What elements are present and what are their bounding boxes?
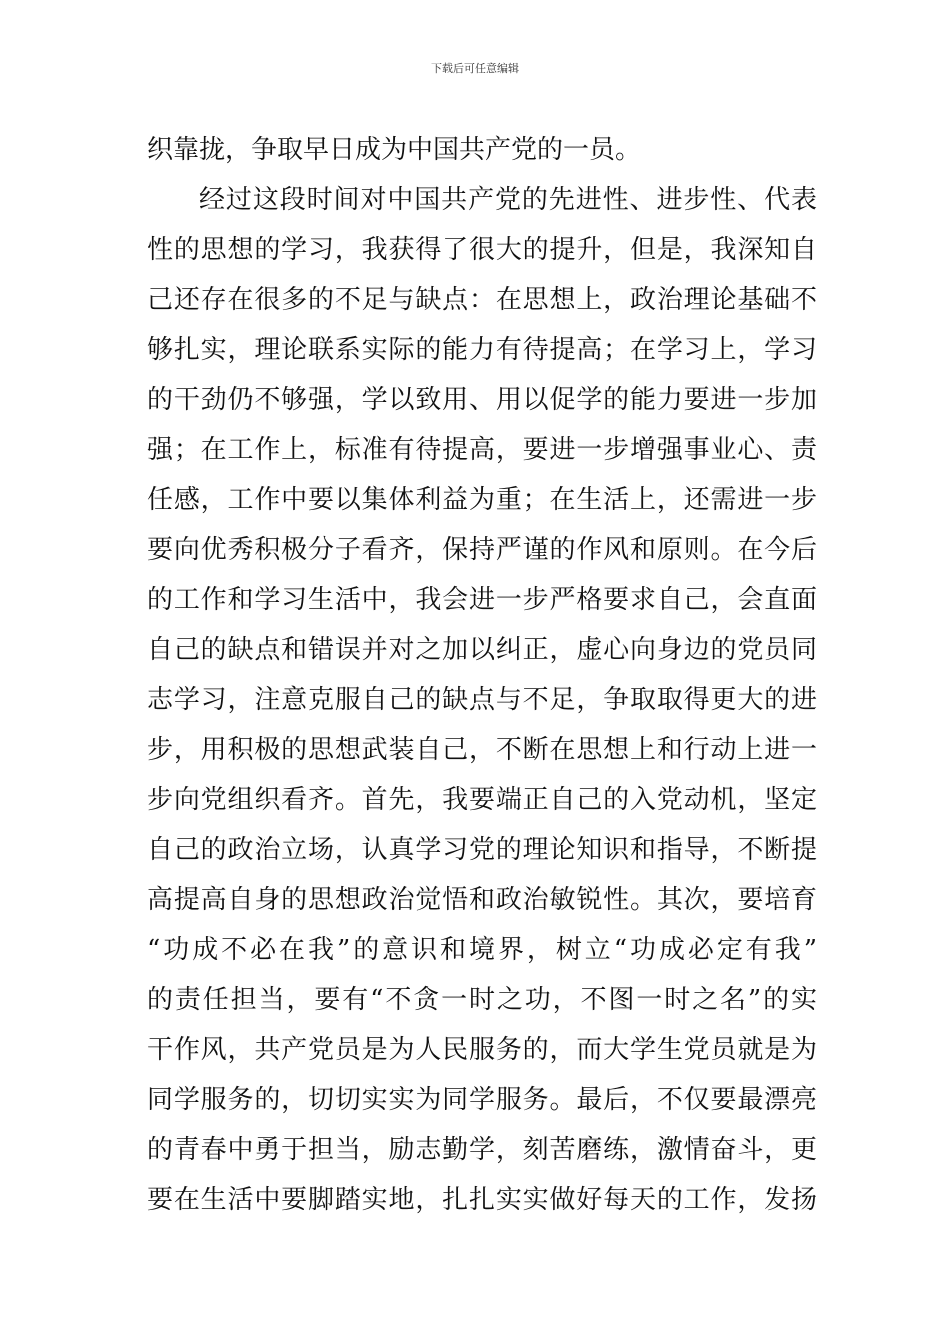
- text-line: 步，用积极的思想武装自己，不断在思想上和行动上进一: [147, 735, 817, 765]
- text-line: 够扎实，理论联系实际的能力有待提高；在学习上，学习: [147, 335, 817, 365]
- text-line: 强；在工作上，标准有待提高，要进一步增强事业心、责: [147, 435, 817, 465]
- text-line: 的工作和学习生活中，我会进一步严格要求自己，会直面: [147, 585, 817, 615]
- text-line: 己还存在很多的不足与缺点：在思想上，政治理论基础不: [147, 285, 817, 315]
- text-line: 步向党组织看齐。首先，我要端正自己的入党动机，坚定: [147, 785, 817, 815]
- text-line: 性的思想的学习，我获得了很大的提升，但是，我深知自: [147, 235, 817, 265]
- text-line: 任感，工作中要以集体利益为重；在生活上，还需进一步: [147, 485, 817, 515]
- text-line: 的干劲仍不够强，学以致用、用以促学的能力要进一步加: [147, 385, 817, 415]
- text-line: 自己的缺点和错误并对之加以纠正，虚心向身边的党员同: [147, 635, 817, 665]
- page-header-note: 下载后可任意编辑: [431, 62, 519, 75]
- text-line: 要向优秀积极分子看齐，保持严谨的作风和原则。在今后: [147, 535, 817, 565]
- text-line: 织靠拢，争取早日成为中国共产党的一员。: [147, 135, 642, 165]
- text-line: 的青春中勇于担当，励志勤学，刻苦磨练，激情奋斗，更: [147, 1135, 817, 1165]
- text-line: 高提高自身的思想政治觉悟和政治敏锐性。其次，要培育: [147, 885, 817, 915]
- text-line: 经过这段时间对中国共产党的先进性、进步性、代表: [199, 185, 817, 215]
- text-line: “功成不必在我”的意识和境界，树立“功成必定有我”: [147, 935, 817, 965]
- text-line: 同学服务的，切切实实为同学服务。最后，不仅要最漂亮: [147, 1085, 817, 1115]
- text-line: 要在生活中要脚踏实地，扎扎实实做好每天的工作，发扬: [147, 1185, 817, 1215]
- text-line: 的责任担当，要有“不贪一时之功，不图一时之名”的实: [147, 985, 817, 1015]
- document-body: [147, 125, 817, 1225]
- text-line: 自己的政治立场，认真学习党的理论知识和指导，不断提: [147, 835, 817, 865]
- text-line: 干作风，共产党员是为人民服务的，而大学生党员就是为: [147, 1035, 817, 1065]
- text-line: 志学习，注意克服自己的缺点与不足，争取取得更大的进: [147, 685, 817, 715]
